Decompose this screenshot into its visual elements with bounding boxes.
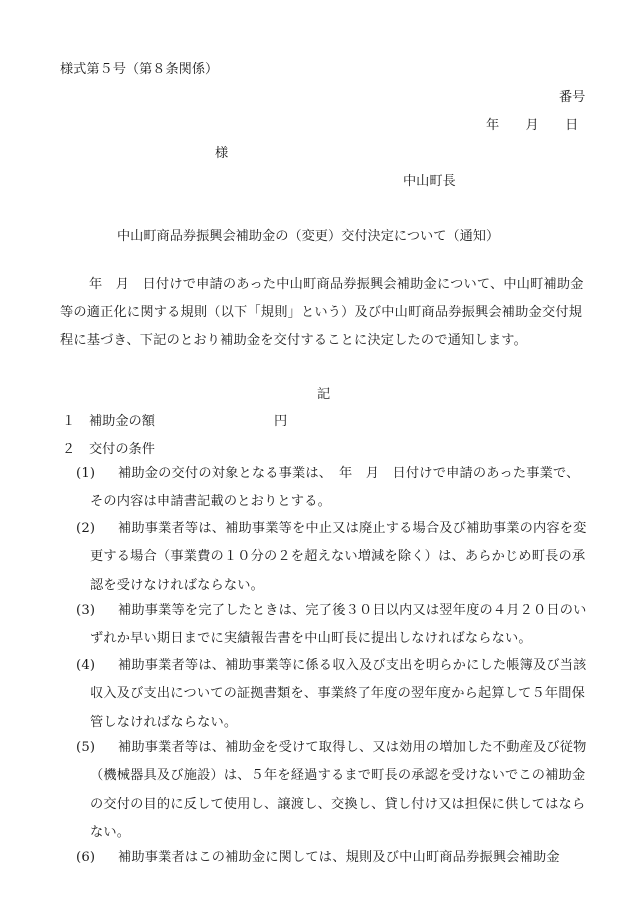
section1-unit: 円 [274, 414, 288, 429]
condition-number: (4) [76, 658, 96, 673]
document-title: 中山町商品券振興会補助金の（変更）交付決定について（通知） [117, 229, 500, 244]
addressee-suffix: 様 [215, 146, 229, 161]
condition-text: 補助事業者等は、補助事業等を中止又は廃止する場合及び補助事業の内容を変更する場合（事業費の１０分の２を超えない増減を除く）は、あらかじめ町長の承認を受けなければならない。 [90, 521, 587, 593]
condition-number: (1) [76, 466, 96, 481]
ki-label: 記 [317, 387, 331, 402]
condition-item-3 [76, 597, 590, 657]
condition-text: 補助事業等を完了したときは、完了後３０日以内又は翌年度の４月２０日のいずれか早い期日までに実績報告書を中山町長に提出しなければならない。 [90, 603, 587, 647]
section2-number: ２ [62, 442, 76, 457]
condition-number: (3) [76, 603, 96, 618]
document-number-label: 番号 [559, 90, 586, 105]
condition-text: 補助金の交付の対象となる事業は、 年 月 日付けで申請のあった事業で、その内容は申請書記載のとおりとする。 [90, 466, 580, 510]
form-number: 様式第５号（第８条関係） [60, 62, 219, 77]
section1-label: 補助金の額 [89, 414, 155, 429]
sender-name: 中山町長 [403, 174, 456, 189]
condition-text: 補助事業者等は、補助事業等に係る収入及び支出を明らかにした帳簿及び当該収入及び支出についての証拠書類を、事業終了年度の翌年度から起算して５年間保管しなければならない。 [90, 658, 587, 730]
condition-number: (6) [76, 850, 96, 865]
condition-number: (2) [76, 521, 96, 536]
intro-paragraph: 年 月 日付けで申請のあった中山町商品券振興会補助金について、中山町補助金等の適正化に関する規則（以下「規則」という）及び中山町商品券振興会補助金交付規程に基づき、下記のとおり補助金を交付することに決定したので通知します。 [60, 277, 584, 349]
condition-text: 補助事業者等は、補助金を受けて取得し、又は効用の増加した不動産及び従物（機械器具及び施設）は、５年を経過するまで町長の承認を受けないでこの補助金の交付の目的に反して使用し、譲渡し、交換し、貸し付け又は担保に供してはならない。 [90, 740, 587, 840]
condition-item-4 [76, 652, 590, 740]
date-label: 年 月 日 [486, 118, 579, 133]
condition-item-1 [76, 460, 590, 520]
section1-number: １ [62, 414, 76, 429]
condition-item-5 [76, 734, 590, 850]
section2-label: 交付の条件 [89, 442, 155, 457]
condition-item-6 [76, 844, 590, 876]
condition-number: (5) [76, 740, 96, 755]
condition-item-2 [76, 515, 590, 603]
condition-text: 補助事業者はこの補助金に関しては、規則及び中山町商品券振興会補助金 [118, 850, 560, 865]
